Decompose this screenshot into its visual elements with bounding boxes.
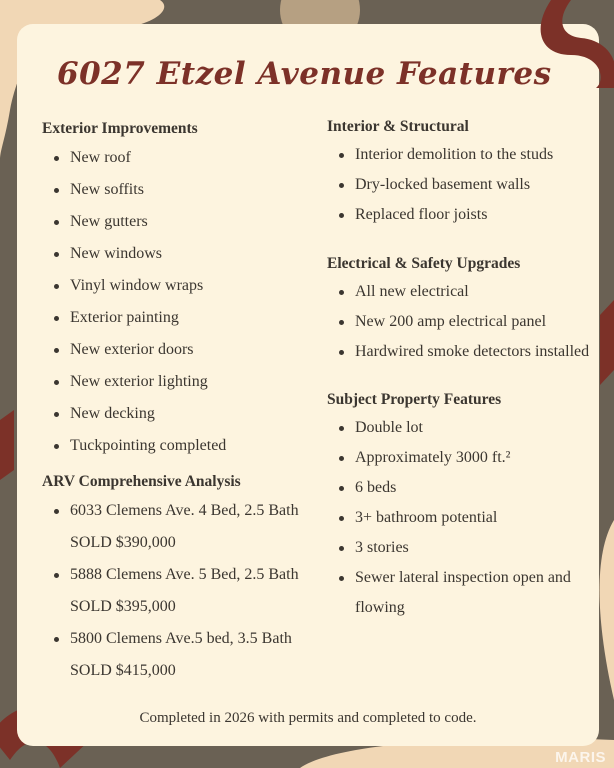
page-title: 6027 Etzel Avenue Features xyxy=(57,56,552,92)
list-item: 3+ bathroom potential xyxy=(327,503,597,533)
list-item: New gutters xyxy=(42,206,332,238)
list-item: New decking xyxy=(42,398,332,430)
list-item: Exterior painting xyxy=(42,302,332,334)
list-item: All new electrical xyxy=(327,277,597,307)
list-item: 5800 Clemens Ave.5 bed, 3.5 Bath SOLD $415,000 xyxy=(42,623,332,687)
left-column xyxy=(42,120,332,687)
footer-note: Completed in 2026 with permits and completed to code. xyxy=(139,710,477,726)
right-column xyxy=(327,118,597,623)
arv-heading: ARV Comprehensive Analysis xyxy=(42,473,241,490)
list-item: Tuckpointing completed xyxy=(42,430,332,462)
list-item: Dry-locked basement walls xyxy=(327,170,597,200)
list-item: Replaced floor joists xyxy=(327,200,597,230)
subject-list xyxy=(327,413,597,623)
maroon-swirl-topright xyxy=(526,0,614,90)
list-item: 5888 Clemens Ave. 5 Bed, 2.5 Bath SOLD $395,000 xyxy=(42,559,332,623)
exterior-heading: Exterior Improvements xyxy=(42,120,198,137)
arv-list xyxy=(42,495,332,687)
list-item: 6033 Clemens Ave. 4 Bed, 2.5 Bath SOLD $390,000 xyxy=(42,495,332,559)
electrical-heading: Electrical & Safety Upgrades xyxy=(327,255,521,272)
list-item: New 200 amp electrical panel xyxy=(327,307,597,337)
list-item: 6 beds xyxy=(327,473,597,503)
list-item: Double lot xyxy=(327,413,597,443)
list-item: New exterior doors xyxy=(42,334,332,366)
beige-blob-bottomright xyxy=(600,520,614,700)
exterior-list xyxy=(42,142,332,462)
features-card xyxy=(17,24,599,746)
watermark-logo: MARIS xyxy=(555,749,606,766)
subject-heading: Subject Property Features xyxy=(327,391,502,408)
interior-heading: Interior & Structural xyxy=(327,118,469,135)
list-item: Sewer lateral inspection open and flowing xyxy=(327,563,597,623)
maroon-stripe-right xyxy=(600,300,614,385)
list-item: New exterior lighting xyxy=(42,366,332,398)
list-item: Hardwired smoke detectors installed xyxy=(327,337,597,367)
interior-list xyxy=(327,140,597,230)
list-item: Vinyl window wraps xyxy=(42,270,332,302)
electrical-list xyxy=(327,277,597,367)
list-item: New soffits xyxy=(42,174,332,206)
list-item: Approximately 3000 ft.² xyxy=(327,443,597,473)
maroon-stripe-left xyxy=(0,410,14,480)
list-item: Interior demolition to the studs xyxy=(327,140,597,170)
list-item: New windows xyxy=(42,238,332,270)
list-item: 3 stories xyxy=(327,533,597,563)
list-item: New roof xyxy=(42,142,332,174)
